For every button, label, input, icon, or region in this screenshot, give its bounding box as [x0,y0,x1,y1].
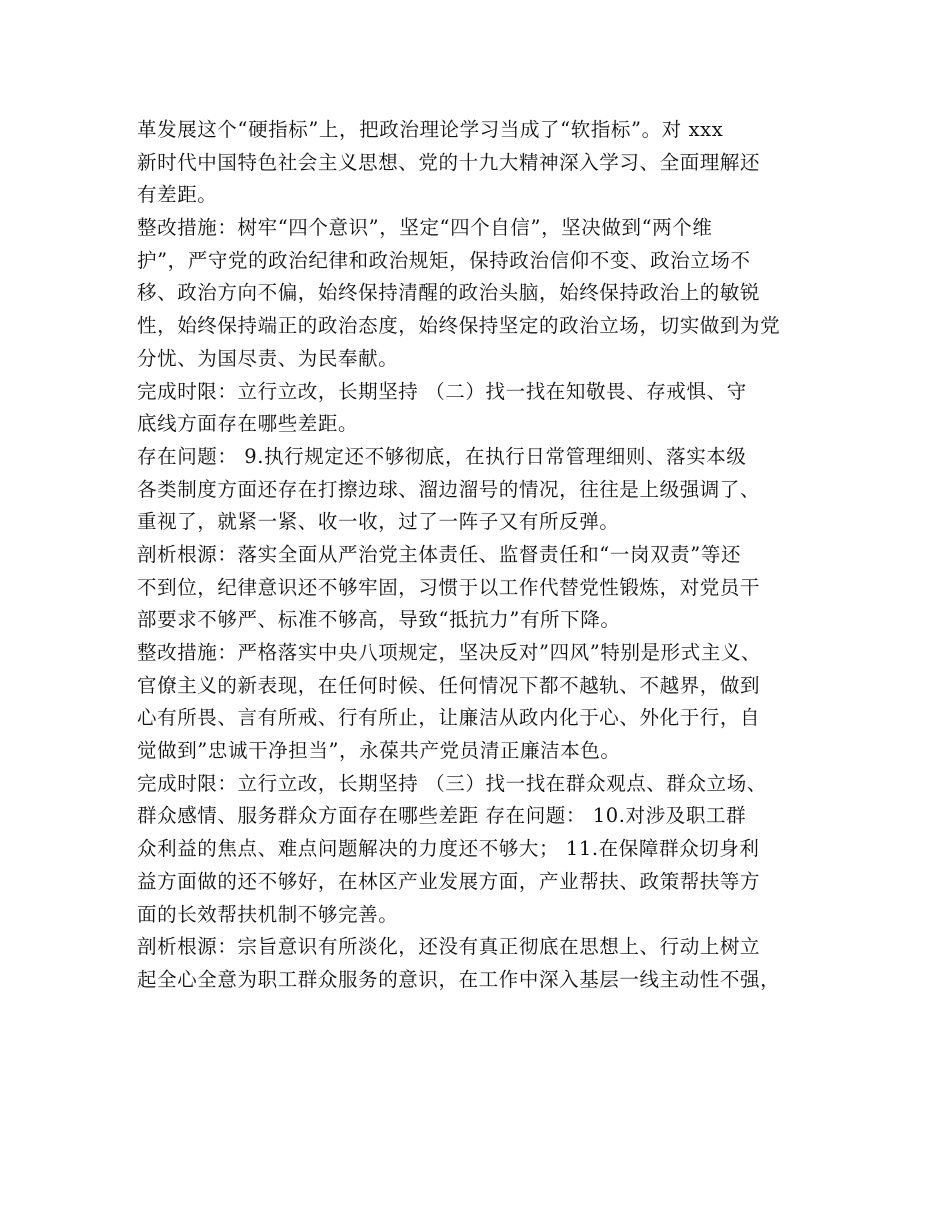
text-line: 众利益的焦点、难点问题解决的力度还不够大； 11.在保障群众切身利 [137,837,760,861]
text-line: 剖析根源：宗旨意识有所淡化，还没有真正彻底在思想上、行动上树立 [137,935,761,959]
text-line: 革发展这个“硬指标”上，把政治理论学习当成了“软指标”。对 xxx [137,118,724,141]
text-line: 重视了，就紧一紧、收一收，过了一阵子又有所反弹。 [137,510,620,534]
text-line: 完成时限：立行立改，长期坚持 （三）找一找在群众观点、群众立场、 [137,771,767,795]
text-line: 有差距。 [137,183,218,207]
text-line: 起全心全意为职工群众服务的意识，在工作中深入基层一线主动性不强， [137,967,781,991]
text-line: 底线方面存在哪些差距。 [137,412,359,436]
text-line: 移、政治方向不偏，始终保持清醒的政治头脑，始终保持政治上的敏锐 [137,281,761,305]
document-body [137,114,827,997]
text-line: 存在问题： 9.执行规定还不够彻底，在执行日常管理细则、落实本级 [137,444,747,468]
text-line: 益方面做的还不够好，在林区产业发展方面，产业帮扶、政策帮扶等方 [137,869,761,893]
text-line: 剖析根源：落实全面从严治党主体责任、监督责任和“一岗双责”等还 [137,542,742,566]
text-line: 性，始终保持端正的政治态度，始终保持坚定的政治立场，切实做到为党 [137,314,781,338]
text-line: 部要求不够严、标准不够高，导致“抵抗力”有所下降。 [137,608,621,632]
text-line: 分忧、为国尽责、为民奉献。 [137,346,399,370]
text-line: 面的长效帮扶机制不够完善。 [137,902,399,926]
text-line: 各类制度方面还存在打擦边球、溜边溜号的情况，往往是上级强调了、 [137,477,761,501]
text-line: 官僚主义的新表现，在任何时候、任何情况下都不越轨、不越界，做到 [137,673,761,697]
text-line: 整改措施：严格落实中央八项规定，坚决反对”四风”特别是形式主义、 [137,641,762,664]
text-line: 新时代中国特色社会主义思想、党的十九大精神深入学习、全面理解还 [137,150,761,174]
text-line: 群众感情、服务群众方面存在哪些差距 存在问题： 10.对涉及职工群 [137,804,747,828]
text-line: 整改措施：树牢“四个意识”，坚定“四个自信”，坚决做到“两个维 [137,216,713,240]
text-line: 不到位，纪律意识还不够牢固，习惯于以工作代替党性锻炼，对党员干 [137,575,761,599]
text-line: 护”，严守党的政治纪律和政治规矩，保持政治信仰不变、政治立场不 [137,248,751,272]
text-line: 完成时限：立行立改，长期坚持 （二）找一找在知敬畏、存戒惧、守 [137,379,747,403]
text-line: 心有所畏、言有所戒、行有所止，让廉洁从政内化于心、外化于行，自 [137,706,761,730]
text-line: 觉做到”忠诚干净担当”，永葆共产党员清正廉洁本色。 [137,739,621,763]
